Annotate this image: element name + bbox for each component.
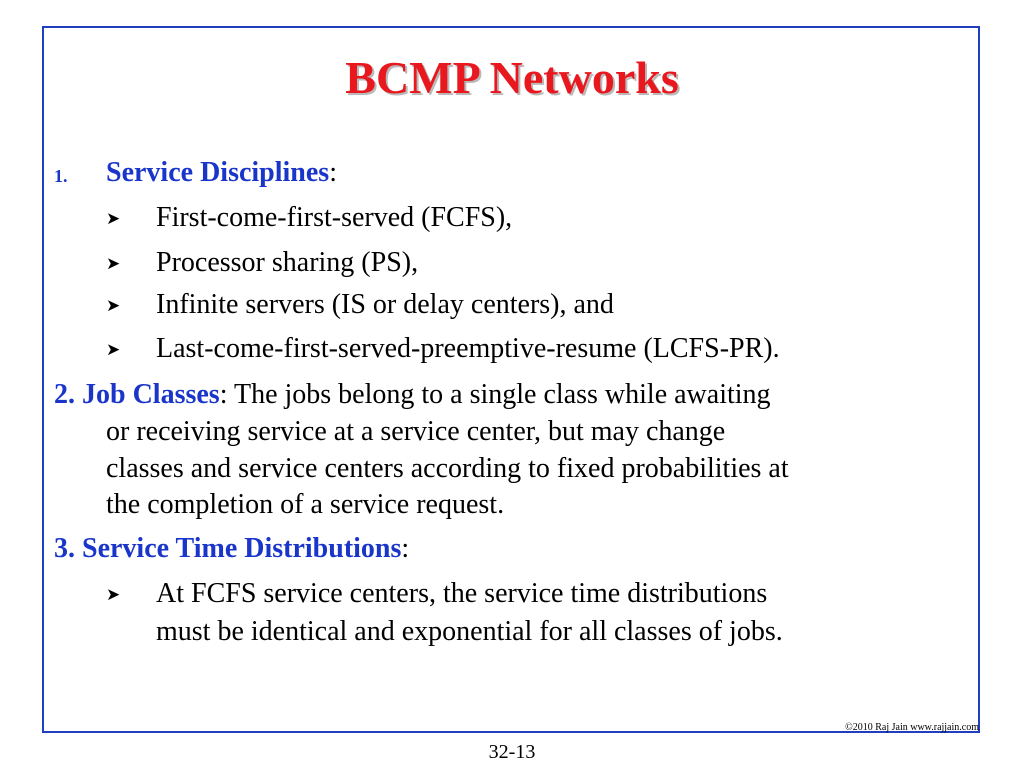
item2-line: [54, 381, 771, 409]
item3-heading: 3. Service Time Distributions: [54, 533, 402, 564]
item2-text: : The jobs belong to a single class while awaiting: [219, 379, 771, 410]
item3-bullet-line: must be identical and exponential for all classes of jobs.: [156, 616, 783, 647]
item1-suffix: :: [329, 157, 337, 188]
slide-title: BCMP Networks: [345, 52, 679, 103]
item3-suffix: :: [401, 533, 410, 564]
item1-bullet: Processor sharing (PS),: [156, 247, 419, 278]
item1-bullet: First-come-first-served (FCFS),: [156, 202, 513, 233]
bullet-arrow-icon: ➤: [106, 340, 121, 359]
item2-line: the completion of a service request.: [106, 489, 505, 520]
item2-line: or receiving service at a service center, but may change: [106, 416, 726, 447]
item1-bullet: Infinite servers (IS or delay centers), and: [156, 289, 614, 320]
item1-heading-line: [106, 159, 337, 187]
item3-heading-line: [54, 535, 409, 563]
bullet-arrow-icon: ➤: [106, 585, 121, 604]
bullet-arrow-icon: ➤: [106, 254, 121, 273]
copyright-notice: ©2010 Raj Jain www.rajjain.com: [845, 722, 979, 733]
item2-heading: 2. Job Classes: [54, 379, 220, 410]
page-number: 32-13: [488, 741, 536, 763]
item3-bullet-line: At FCFS service centers, the service time distributions: [156, 578, 768, 609]
bullet-arrow-icon: ➤: [106, 296, 121, 315]
item1-heading: Service Disciplines: [106, 157, 330, 188]
item2-line: classes and service centers according to fixed probabilities at: [106, 453, 789, 484]
item1-number: 1.: [54, 166, 68, 186]
item1-bullet: Last-come-first-served-preemptive-resume (LCFS-PR).: [156, 333, 780, 364]
bullet-arrow-icon: ➤: [106, 209, 121, 228]
